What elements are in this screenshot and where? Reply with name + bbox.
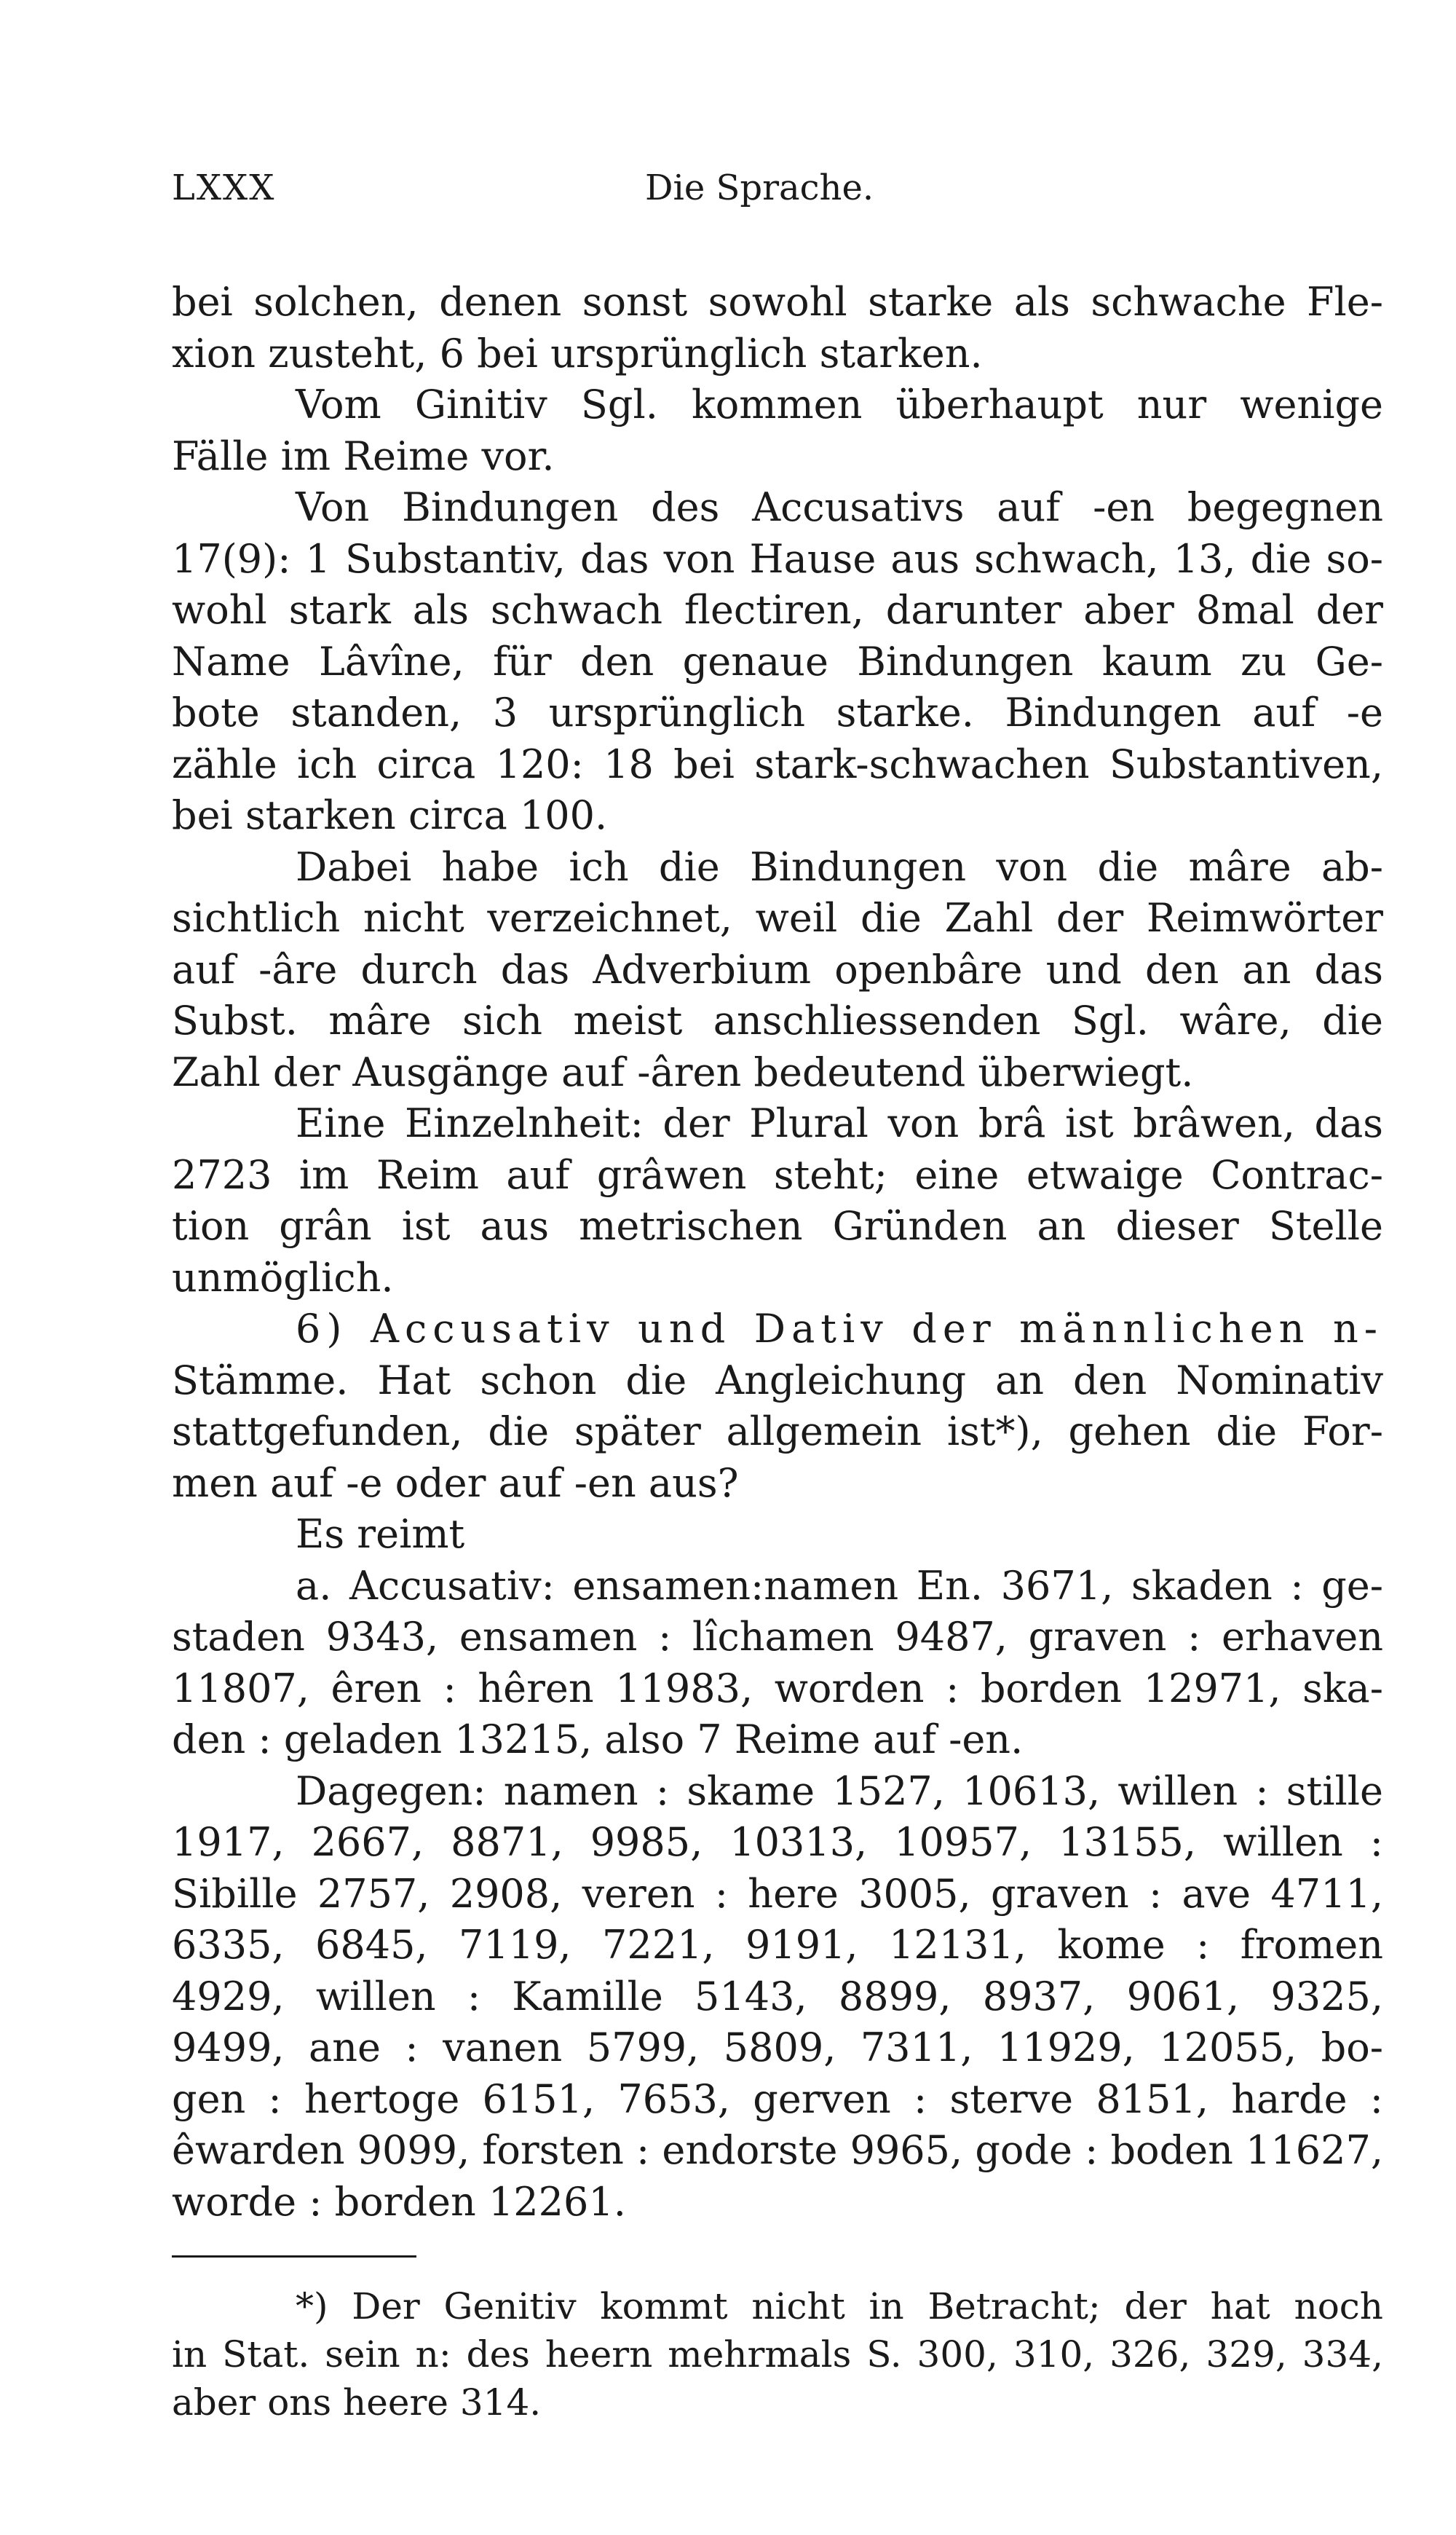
body-line: Name Lâvîne, für den genaue Bindungen kaum zu Ge- bbox=[172, 638, 1383, 685]
document-page bbox=[172, 146, 1383, 2426]
body-line: a. Accusativ: ensamen:namen En. 3671, skaden : ge- bbox=[296, 1562, 1383, 1609]
body-line: Zahl der Ausgänge auf -âren bedeutend überwiegt. bbox=[172, 1049, 1194, 1095]
footnote-line: in Stat. sein n: des heern mehrmals S. 300, 310, 326, 329, 334, bbox=[172, 2333, 1383, 2376]
footnote bbox=[172, 2282, 1383, 2426]
body-line: Fälle im Reime vor. bbox=[172, 433, 555, 479]
body-line: 6) Accusativ und Dativ der männlichen n- bbox=[296, 1306, 1383, 1352]
page-number: LXXX bbox=[172, 167, 276, 208]
footnote-line: aber ons heere 314. bbox=[172, 2381, 542, 2424]
footnote-rule bbox=[172, 2255, 416, 2258]
body-line: 11807, êren : hêren 11983, worden : borden 12971, ska- bbox=[172, 1665, 1383, 1711]
body-line: bei starken circa 100. bbox=[172, 792, 608, 838]
body-line: Von Bindungen des Accusativs auf -en begegnen bbox=[296, 484, 1383, 530]
body-line: unmöglich. bbox=[172, 1254, 394, 1301]
body-line: 9499, ane : vanen 5799, 5809, 7311, 11929, 12055, bo- bbox=[172, 2025, 1383, 2070]
page-header bbox=[172, 146, 1383, 218]
body-line: 17(9): 1 Substantiv, das von Hause aus schwach, 13, die so- bbox=[172, 535, 1383, 582]
body-line: xion zusteht, 6 bei ursprünglich starken. bbox=[172, 330, 983, 376]
body-line: tion grân ist aus metrischen Gründen an dieser Stelle bbox=[172, 1203, 1383, 1249]
body-line: den : geladen 13215, also 7 Reime auf -en. bbox=[172, 1716, 1024, 1762]
body-line: 6335, 6845, 7119, 7221, 9191, 12131, kome : fromen bbox=[172, 1922, 1383, 1968]
body-line: Dabei habe ich die Bindungen von die mâre ab- bbox=[296, 843, 1383, 890]
body-line: bei solchen, denen sonst sowohl starke als schwache Fle- bbox=[172, 279, 1383, 325]
body-line: staden 9343, ensamen : lîchamen 9487, graven : erhaven bbox=[172, 1614, 1383, 1660]
body-line: Sibille 2757, 2908, veren : here 3005, graven : ave 4711, bbox=[172, 1870, 1383, 1917]
body-line: Dagegen: namen : skame 1527, 10613, willen : stille bbox=[296, 1767, 1383, 1814]
body-line: Eine Einzelnheit: der Plural von brâ ist brâwen, das bbox=[296, 1100, 1383, 1146]
running-title: Die Sprache. bbox=[645, 167, 874, 208]
body-line: Vom Ginitiv Sgl. kommen überhaupt nur wenige bbox=[296, 382, 1383, 427]
body-line: Subst. mâre sich meist anschliessenden Sgl. wâre, die bbox=[172, 998, 1383, 1044]
body-line: Es reimt bbox=[296, 1511, 465, 1557]
body-line: men auf -e oder auf -en aus? bbox=[172, 1459, 739, 1506]
footnote-line: *) Der Genitiv kommt nicht in Betracht; der hat noch bbox=[296, 2285, 1383, 2327]
body-line: Stämme. Hat schon die Angleichung an den Nominativ bbox=[172, 1357, 1383, 1403]
body-line: auf -âre durch das Adverbium openbâre und den an das bbox=[172, 946, 1383, 993]
body-line: wohl stark als schwach flectiren, darunter aber 8mal der bbox=[172, 587, 1383, 633]
body-line: worde : borden 12261. bbox=[172, 2178, 626, 2225]
body-line: stattgefunden, die später allgemein ist*), gehen die For- bbox=[172, 1408, 1383, 1454]
body-line: bote standen, 3 ursprünglich starke. Bindungen auf -e bbox=[172, 690, 1383, 736]
body-line: zähle ich circa 120: 18 bei stark-schwachen Substantiven, bbox=[172, 741, 1383, 787]
body-line: êwarden 9099, forsten : endorste 9965, gode : boden 11627, bbox=[172, 2127, 1383, 2173]
body-line: 4929, willen : Kamille 5143, 8899, 8937, 9061, 9325, bbox=[172, 1973, 1383, 2019]
body-line: gen : hertoge 6151, 7653, gerven : sterve 8151, harde : bbox=[172, 2075, 1383, 2122]
body-line: 2723 im Reim auf grâwen steht; eine etwaige Contrac- bbox=[172, 1151, 1383, 1198]
body-text bbox=[172, 277, 1383, 2228]
body-line: sichtlich nicht verzeichnet, weil die Zahl der Reimwörter bbox=[172, 895, 1383, 941]
body-line: 1917, 2667, 8871, 9985, 10313, 10957, 13155, willen : bbox=[172, 1819, 1383, 1865]
